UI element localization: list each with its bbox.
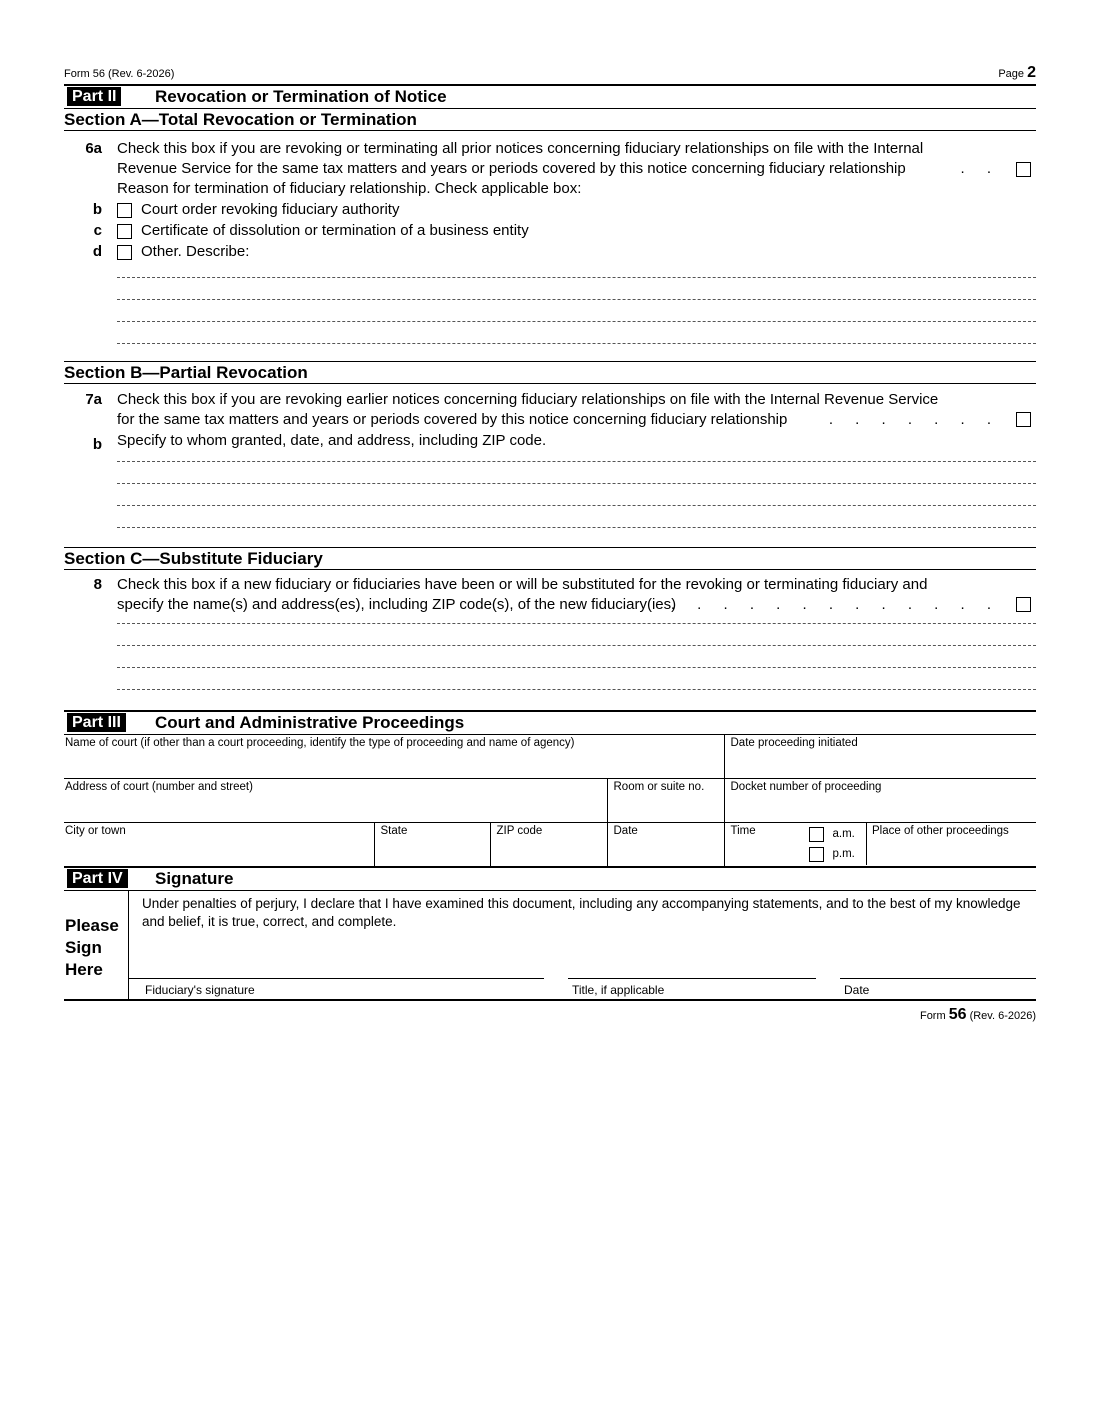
pm-label: p.m. (832, 848, 855, 860)
line-number: 8 (93, 576, 102, 593)
form-revision: Form 56 (Rev. 6-2026) (64, 68, 175, 80)
substitute-line-2[interactable] (117, 624, 1036, 646)
page-footer: Form 56 (Rev. 6-2026) (919, 1006, 1036, 1023)
line-6b-text: Court order revoking fiduciary authority (141, 201, 400, 218)
title-label: Title, if applicable (572, 983, 665, 997)
section-a-title: Section A—Total Revocation or Termination (64, 109, 1036, 131)
describe-line-3[interactable] (117, 300, 1036, 322)
page-header (64, 62, 1036, 84)
line-6b-row (64, 200, 1036, 221)
city-field[interactable]: City or town (64, 823, 374, 867)
line-letter: b (92, 201, 102, 218)
time-field[interactable] (724, 823, 866, 867)
am-label: a.m. (832, 828, 855, 840)
form-page (64, 62, 1036, 1030)
room-suite-field[interactable]: Room or suite no. (607, 779, 724, 823)
leader-dots: . . . . . . . (828, 411, 1000, 428)
date-initiated-field[interactable]: Date proceeding initiated (724, 735, 1036, 779)
line-6d-row (64, 242, 1036, 260)
describe-line-2[interactable] (117, 278, 1036, 300)
line-number: 6a (85, 140, 102, 157)
leader-dots: . . . . . . . . . . . . . (670, 596, 1000, 613)
address-of-court-field[interactable]: Address of court (number and street) (64, 779, 607, 823)
fiduciary-signature-label: Fiduciary's signature (145, 983, 255, 997)
checkbox-6a[interactable] (1016, 162, 1031, 177)
part4-tag: Part IV (67, 869, 128, 888)
part3-title: Court and Administrative Proceedings (155, 713, 465, 732)
line-8-text-1: Check this box if a new fiduciary or fiduciaries have been or will be substituted for the revoking or terminating fiduciary and (117, 576, 928, 593)
line-6a-text-1: Check this box if you are revoking or terminating all prior notices concerning fiduciary relationships on file with the Internal (117, 140, 924, 157)
line-6c-row (64, 221, 1036, 242)
line-6a-row2 (64, 159, 1036, 179)
line-7a-text-2: for the same tax matters and years or periods covered by this notice concerning fiduciary relationship (117, 411, 788, 428)
part4-header (64, 867, 1036, 891)
specify-line-4[interactable] (117, 506, 1036, 528)
line-7b-text: Specify to whom granted, date, and address, including ZIP code. (117, 432, 547, 449)
section-c-title: Section C—Substitute Fiduciary (64, 547, 1036, 570)
page-number: Page 2 (998, 64, 1036, 81)
part3-header (64, 710, 1036, 735)
section-b-title: Section B—Partial Revocation (64, 361, 1036, 384)
line-letter: b (92, 436, 102, 453)
state-field[interactable]: State (374, 823, 490, 867)
name-of-court-field[interactable]: Name of court (if other than a court proceeding, identify the type of proceeding and name of agency) (64, 735, 724, 779)
describe-line-4[interactable] (117, 322, 1036, 344)
checkbox-6c[interactable] (117, 224, 132, 239)
footer-form-number: 56 (948, 1006, 967, 1023)
line-6a-text-2: Revenue Service for the same tax matters and years or periods covered by this notice concerning fiduciary relationship (117, 160, 906, 177)
line-letter: d (92, 243, 102, 260)
title-line[interactable] (568, 978, 816, 979)
date-field[interactable]: Date (607, 823, 724, 867)
part2-tag: Part II (67, 87, 121, 106)
substitute-line-3[interactable] (117, 646, 1036, 668)
proceedings-table (64, 735, 1036, 867)
part2-title: Revocation or Termination of Notice (155, 87, 447, 106)
perjury-declaration: Under penalties of perjury, I declare that I have examined this document, including any accompanying statements, and to the best of my knowledge and belief, it is true, correct, and complete. (142, 896, 1021, 929)
line-7a-row1 (64, 390, 1036, 410)
line-8-text-2: specify the name(s) and address(es), including ZIP code(s), of the new fiduciary(ies) (117, 596, 677, 613)
line-6c-text: Certificate of dissolution or termination of a business entity (141, 222, 529, 239)
am-checkbox[interactable] (809, 827, 824, 842)
line-7b-row (64, 431, 1036, 453)
part2-header (64, 84, 1036, 109)
date-line[interactable] (840, 978, 1036, 979)
pm-checkbox[interactable] (809, 847, 824, 862)
place-other-field[interactable]: Place of other proceedings (866, 823, 1036, 867)
checkbox-7a[interactable] (1016, 412, 1031, 427)
specify-line-3[interactable] (117, 484, 1036, 506)
line-8-row1 (64, 575, 1036, 595)
signature-block (64, 891, 1036, 1001)
line-7a-text-1: Check this box if you are revoking earlier notices concerning fiduciary relationships on file with the Internal Revenue Service (117, 391, 939, 408)
time-selector: Time a.m. p.m. (731, 825, 867, 863)
reason-text: Reason for termination of fiduciary relationship. Check applicable box: (117, 180, 582, 197)
line-6d-text: Other. Describe: (141, 243, 250, 260)
checkbox-6d[interactable] (117, 245, 132, 260)
line-7a-row2 (64, 410, 1036, 431)
leader-dots: . . (960, 160, 1000, 177)
substitute-line-4[interactable] (117, 668, 1036, 690)
line-8-row2 (64, 595, 1036, 613)
checkbox-8[interactable] (1016, 597, 1031, 612)
fiduciary-signature-line[interactable] (128, 978, 544, 979)
checkbox-6b[interactable] (117, 203, 132, 218)
specify-line-2[interactable] (117, 462, 1036, 484)
line-6a-row1 (64, 139, 1036, 159)
docket-number-field[interactable]: Docket number of proceeding (724, 779, 1036, 823)
line-letter: c (93, 222, 102, 239)
reason-row (64, 179, 1036, 200)
part3-tag: Part III (67, 713, 126, 732)
please-sign-here: Please Sign Here (64, 891, 129, 999)
line-number: 7a (85, 391, 102, 408)
part4-title: Signature (155, 869, 234, 888)
zip-field[interactable]: ZIP code (490, 823, 607, 867)
date-label: Date (844, 983, 870, 997)
page-number-value: 2 (1027, 64, 1036, 81)
